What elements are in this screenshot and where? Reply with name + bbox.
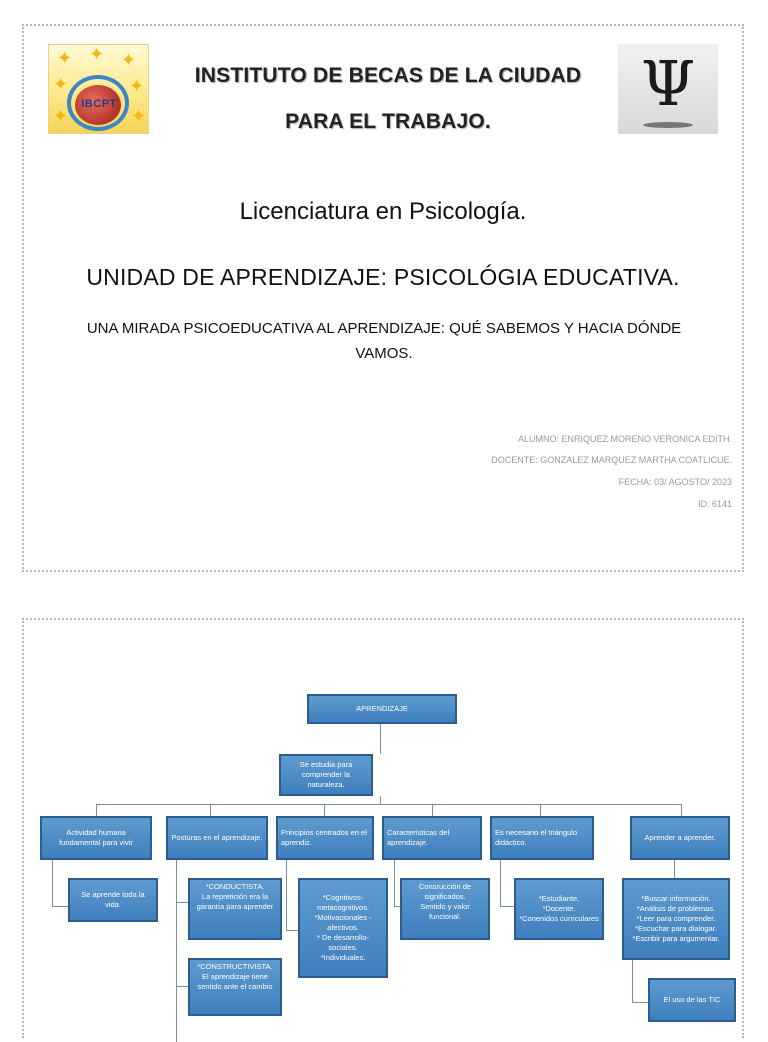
concept-map-page xyxy=(22,618,744,1038)
connector xyxy=(632,960,633,1002)
connector xyxy=(500,906,514,907)
star-icon: ✦ xyxy=(131,106,147,126)
branch-aprender-a-aprender: Aprender a aprender. xyxy=(630,816,730,860)
student-name: ALUMNO: ENRIQUEZ MORENO VERONICA EDITH. xyxy=(517,434,732,444)
psychology-logo xyxy=(618,44,718,134)
concept-root: APRENDIZAJE xyxy=(307,694,457,724)
student-id: ID: 6141 xyxy=(697,499,732,509)
branch-actividad-humana: Actividad humana fundamental para vivir xyxy=(40,816,152,860)
leaf-triangulo-list: *Estudiante. *Docente. *Conenidos curriculares xyxy=(514,878,604,940)
connector xyxy=(681,804,682,816)
connector xyxy=(286,930,298,931)
institute-logo xyxy=(48,44,149,134)
connector xyxy=(540,804,541,816)
connector xyxy=(210,804,211,816)
leaf-caracteristicas-list: Consrucción de significados. Sentido y valor funcional. xyxy=(400,878,490,940)
star-icon: ✦ xyxy=(53,106,69,126)
teacher-name: DOCENTE: GONZALEZ MARQUEZ MARTHA COATLICUE. xyxy=(491,455,732,465)
branch-caracteristicas: Características del aprendizaje. xyxy=(382,816,482,860)
star-icon: ✦ xyxy=(89,44,105,64)
logo-text: IBCPT xyxy=(81,98,117,110)
connector xyxy=(52,906,68,907)
connector xyxy=(176,846,177,1042)
cover-page xyxy=(22,24,744,572)
branch-principios: Principios centrados en el aprendiz. xyxy=(276,816,374,860)
leaf-estrategias-list: *Buscar información. *Análisis de problemas. *Leer para comprender. *Escuchar para dialogar. *Escribir para argumentar. xyxy=(622,878,730,960)
connector xyxy=(674,860,675,878)
branch-triangulo-didactico: Es necesario el triángulo didáctico. xyxy=(490,816,594,860)
connector xyxy=(176,986,188,987)
unit-title: UNIDAD DE APRENDIZAJE: PSICOLÓGIA EDUCATIVA. xyxy=(86,264,680,290)
star-icon: ✦ xyxy=(121,50,137,70)
branch-posturas: Posturas en el aprendizaje. xyxy=(166,816,268,860)
leaf-se-aprende: Se aprende toda la vida. xyxy=(68,878,158,922)
connector xyxy=(380,724,381,754)
connector xyxy=(96,804,97,816)
psi-icon: Ψ xyxy=(640,47,696,120)
document-subtitle: UNA MIRADA PSICOEDUCATIVA AL APRENDIZAJE: QUÉ SABEMOS Y HACIA DÓNDE VAMOS. xyxy=(86,320,682,362)
connector xyxy=(380,796,381,804)
connector xyxy=(96,804,681,805)
institute-name-line1: INSTITUTO DE BECAS DE LA CIUDAD xyxy=(194,64,582,87)
connector xyxy=(432,804,433,816)
connector xyxy=(176,902,188,903)
connector xyxy=(632,1002,648,1003)
star-icon: ✦ xyxy=(129,76,145,96)
leaf-principios-list: *Cognitivos-metacognitivos. *Motivacionales - afectivos. * De desarrollo- sociales. *Individuales. xyxy=(298,878,388,978)
leaf-uso-tic: El uso de las TIC xyxy=(648,978,736,1022)
star-icon: ✦ xyxy=(57,48,73,68)
date: FECHA: 03/ AGOSTO/ 2023 xyxy=(618,477,732,487)
career-title: Licenciatura en Psicología. xyxy=(239,198,527,225)
star-icon: ✦ xyxy=(53,74,69,94)
leaf-constructivista: *CONSTRUCTIVISTA. El aprendizaje tiene sentido ante el cambio xyxy=(188,958,282,1016)
concept-intro: Se estudia para comprender la naturaleza. xyxy=(279,754,373,796)
institute-name-line2: PARA EL TRABAJO. xyxy=(285,110,491,133)
leaf-conductista: *CONDUCTISTA. La repretición era la garantía para aprender xyxy=(188,878,282,940)
connector xyxy=(324,804,325,816)
